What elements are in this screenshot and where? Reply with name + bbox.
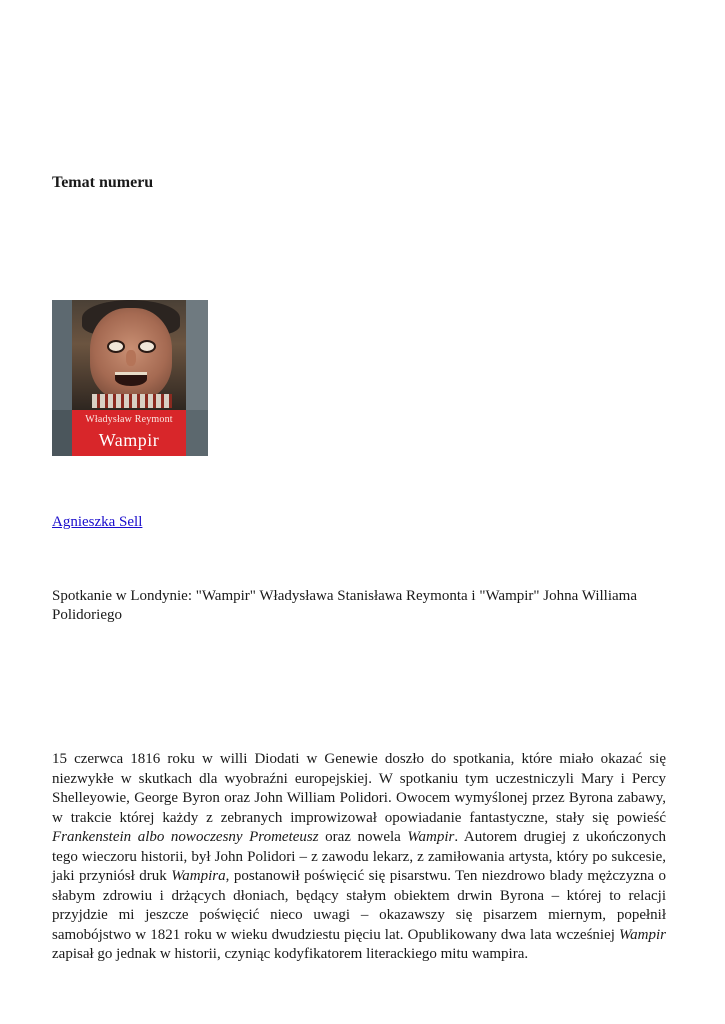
body-text-segment: 15 czerwca 1816 roku w willi Diodati w Genewie doszło do spotkania, które miało okazać się niezwykłe w skutkach dla wyobraźni europejskiej. W spotkaniu tym uczestniczyli Mary i Percy Shelleyowie, George Byron oraz John William Polidori. Owocem wymyślonej przez Byrona zabawy, w trakcie której każdy z zebranych improwizował opowiadanie fantastyczne, stały się powieść [52,751,666,826]
section-title: Temat numeru [52,174,154,191]
body-text-segment: , postanowił poświęcić się pisarstwu. Ten niezdrowo blady mężczyzna o słabym zdrowiu i drżących dłoniach, będący stałym obiektem drwin Byrona – której to relacji przyjdzie mi jeszcze poświęcić nieco uwagi – okazawszy się pisarzem miernym, popełnił samobójstwo w 1821 roku w wieku dwudziestu pięciu lat. Opublikowany dwa lata wcześniej [52,868,666,943]
body-italic-title: Wampir [619,926,666,943]
portrait-eye-left [107,340,125,353]
body-italic-title: Wampira [171,868,226,884]
portrait-eye-right [138,340,156,353]
body-text-segment: zapisał go jednak w historii, czyniąc kodyfikatorem literackiego mitu wampira. [52,946,529,962]
cover-author: Władysław Reymont [85,414,173,425]
book-cover-image [52,300,208,456]
cover-title: Wampir [98,430,160,450]
article-subtitle: Spotkanie w Londynie: "Wampir" Władysława Stanisława Reymonta i "Wampir" Johna Williama Polidoriego [52,588,637,623]
author-link[interactable]: Agnieszka Sell [52,514,143,530]
body-text-segment: oraz nowela [318,829,408,845]
body-italic-title: Frankenstein albo nowoczesny Prometeusz [52,829,319,845]
article-body [52,750,666,965]
body-text-segment: . Autorem drugiej z ukończonych tego wieczoru historii, był John Polidori – z zawodu lekarz, z zamiłowania artysta, który po sukcesie, jaki przyniósł druk [52,829,666,884]
portrait-mouth [115,372,147,386]
body-italic-title: Wampir [407,829,455,845]
portrait-collar [92,394,172,408]
portrait-nose [126,350,136,366]
